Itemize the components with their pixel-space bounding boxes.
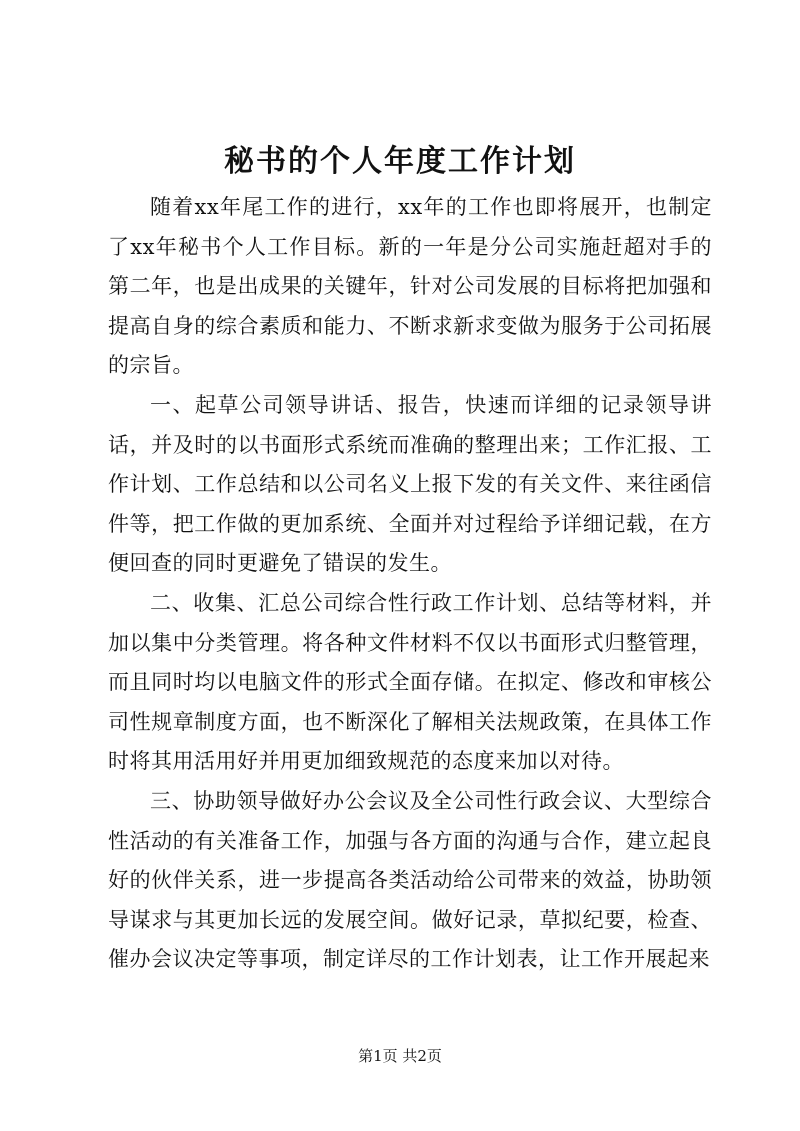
page-number-footer: 第1页 共2页	[358, 1047, 442, 1065]
paragraph-item-3: 三、协助领导做好办公会议及全公司性行政会议、大型综合性活动的有关准备工作，加强与各方面的沟通与合作，建立起良好的伙伴关系，进一步提高各类活动给公司带来的效益，协助领导谋求与其更加长远的发展空间。做好记录，草拟纪要，检查、催办会议决定等事项，制定详尽的工作计划表，让工作开展起来	[108, 788, 712, 972]
paragraph-item-2: 二、收集、汇总公司综合性行政工作计划、总结等材料，并加以集中分类管理。将各种文件材料不仅以书面形式归整管理，而且同时均以电脑文件的形式全面存储。在拟定、修改和审核公司性规章制度方面，也不断深化了解相关法规政策，在具体工作时将其用活用好并用更加细致规范的态度来加以对待。	[108, 590, 712, 774]
document-title: 秘书的个人年度工作计划	[224, 144, 576, 179]
document-body	[108, 188, 712, 980]
paragraph-item-1: 一、起草公司领导讲话、报告，快速而详细的记录领导讲话，并及时的以书面形式系统而准确的整理出来；工作汇报、工作计划、工作总结和以公司名义上报下发的有关文件、来往函信件等，把工作做的更加系统、全面并对过程给予详细记载，在方便回查的同时更避免了错误的发生。	[108, 392, 712, 576]
intro-paragraph: 随着xx年尾工作的进行，xx年的工作也即将展开，也制定了xx年秘书个人工作目标。新的一年是分公司实施赶超对手的第二年，也是出成果的关键年，针对公司发展的目标将把加强和提高自身的综合素质和能力、不断求新求变做为服务于公司拓展的宗旨。	[108, 195, 712, 378]
